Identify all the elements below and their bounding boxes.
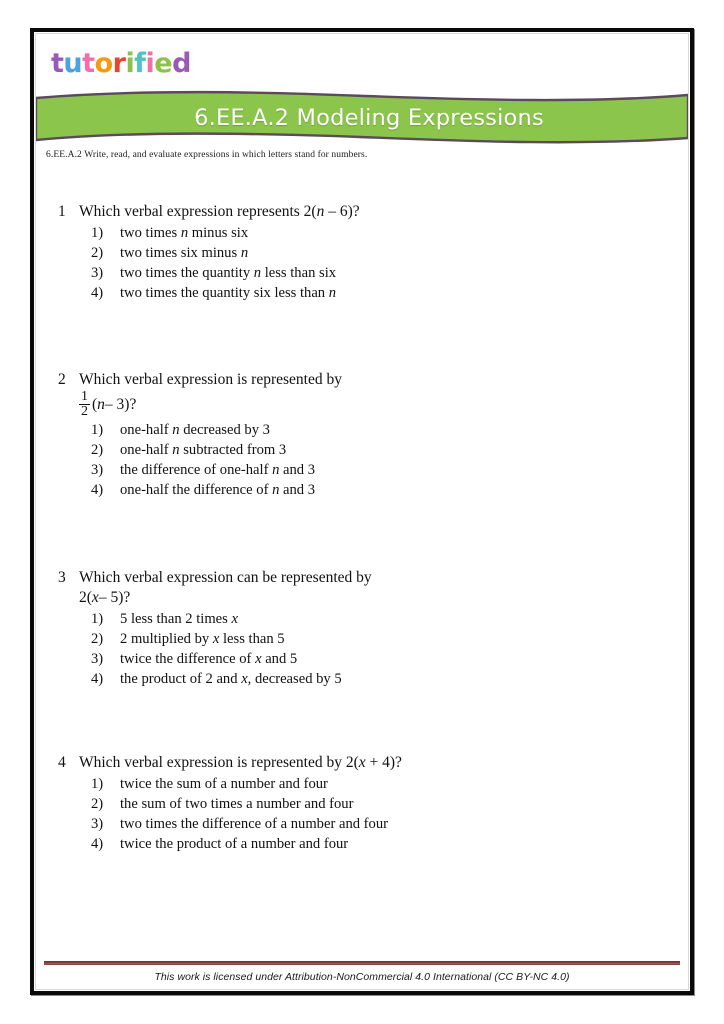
question-2-option-2[interactable]	[91, 441, 688, 461]
option-text-pre: the sum of two times a number and four	[120, 795, 354, 812]
option-text	[120, 224, 688, 244]
question-3-prompt	[58, 568, 688, 588]
option-marker: 3)	[91, 264, 104, 281]
question-3-expression-post: – 5)?	[98, 588, 131, 606]
question-4-number: 4	[58, 754, 66, 771]
logo-letter-7: i	[145, 47, 155, 79]
question-2-prompt	[58, 370, 688, 390]
question-2-number: 2	[58, 371, 66, 388]
question-1-option-2[interactable]	[91, 244, 688, 264]
standard-description: 6.EE.A.2 Write, read, and evaluate expressions in which letters stand for numbers.	[46, 150, 368, 160]
option-text-post: subtracted from 3	[179, 442, 287, 459]
option-text	[120, 264, 688, 284]
logo-letter-0: t	[51, 47, 64, 79]
question-3-option-3[interactable]	[91, 650, 688, 670]
option-text-variable: n	[328, 284, 337, 301]
option-marker: 4)	[91, 284, 104, 301]
option-text-pre: the difference of one-half	[120, 462, 273, 479]
option-text-pre: one-half	[120, 422, 173, 439]
option-text-variable: n	[272, 462, 280, 479]
question-2-expression	[79, 390, 688, 420]
question-4-text-post: + 4)?	[365, 754, 402, 771]
question-2-expression-variable: n	[97, 395, 105, 413]
worksheet-page	[30, 28, 694, 995]
question-4-text	[79, 753, 688, 773]
option-text	[120, 421, 688, 441]
question-3-option-2[interactable]	[91, 630, 688, 650]
question-4	[36, 753, 688, 855]
title-banner	[36, 89, 688, 147]
option-text-pre: one-half	[120, 442, 173, 459]
brand-logo[interactable]	[48, 46, 194, 82]
option-text	[120, 835, 688, 855]
option-text-variable: n	[172, 422, 180, 439]
option-text	[120, 650, 688, 670]
question-3-text	[79, 568, 688, 588]
logo-letter-6: f	[134, 47, 146, 79]
option-text-pre: two times the quantity	[120, 264, 254, 281]
option-marker: 1)	[91, 610, 104, 627]
option-text-pre: the product of 2 and	[120, 670, 242, 687]
banner-title: 6.EE.A.2 Modeling Expressions	[194, 105, 544, 131]
logo-letter-1: u	[63, 47, 83, 79]
question-4-options	[91, 775, 688, 855]
footer	[44, 961, 680, 983]
option-text	[120, 461, 688, 481]
question-2-options	[91, 421, 688, 501]
option-marker: 2)	[91, 244, 104, 261]
option-text	[120, 630, 688, 650]
option-text-pre: 5 less than 2 times	[120, 610, 232, 627]
fraction-denominator: 2	[81, 404, 88, 420]
option-text-variable: n	[240, 244, 249, 261]
logo-letter-5: i	[125, 47, 135, 79]
question-1-option-3[interactable]	[91, 264, 688, 284]
tutorified-logo-text	[48, 49, 194, 80]
option-marker: 1)	[91, 422, 104, 439]
question-3-option-4[interactable]	[91, 670, 688, 690]
question-3-expression	[79, 588, 688, 608]
logo-letter-4: r	[112, 47, 126, 79]
question-4-text-variable: x	[358, 754, 366, 771]
option-text-variable: n	[180, 224, 189, 241]
question-2-option-4[interactable]	[91, 481, 688, 501]
logo-letter-2: t	[82, 47, 95, 79]
option-marker: 4)	[91, 482, 104, 499]
option-text-post: minus six	[188, 224, 249, 241]
question-3-expression-variable: x	[91, 588, 99, 606]
question-1-option-4[interactable]	[91, 284, 688, 304]
option-text	[120, 775, 688, 795]
option-text-pre: two times the difference of a number and four	[120, 815, 388, 832]
question-1-number: 1	[58, 203, 66, 220]
fraction-one-half	[79, 390, 90, 420]
worksheet-page-inner	[35, 33, 689, 990]
option-text-pre: two times the quantity six less than	[120, 284, 329, 301]
logo-letter-3: o	[94, 47, 113, 79]
question-1-option-1[interactable]	[91, 224, 688, 244]
option-marker: 3)	[91, 650, 104, 667]
question-4-text-pre: Which verbal expression is represented by 2(	[79, 754, 359, 771]
option-text-variable: n	[272, 482, 280, 499]
question-1-text-post: – 6)?	[324, 203, 360, 220]
option-marker: 2)	[91, 630, 104, 647]
fraction-numerator: 1	[81, 388, 88, 404]
question-3	[36, 568, 688, 690]
option-marker: 4)	[91, 670, 104, 687]
question-2-text-pre: Which verbal expression is represented by	[79, 371, 342, 388]
option-text-pre: twice the sum of a number and four	[120, 775, 328, 792]
question-4-prompt	[58, 753, 688, 773]
question-2-text	[79, 370, 688, 390]
option-text-variable: x	[241, 670, 248, 687]
question-3-options	[91, 610, 688, 690]
question-2-expression-pre: (	[92, 395, 98, 413]
option-text-variable: n	[253, 264, 262, 281]
option-text-post: less than 5	[219, 630, 285, 647]
question-1	[36, 202, 688, 304]
license-text: This work is licensed under Attribution-NonCommercial 4.0 International (CC BY-NC 4.0)	[154, 971, 570, 983]
option-text-variable: x	[231, 610, 238, 627]
option-text-pre: twice the product of a number and four	[120, 835, 349, 852]
question-2-expression-post: – 3)?	[104, 395, 137, 413]
option-marker: 1)	[91, 224, 104, 241]
option-text-post: less than six	[261, 264, 337, 281]
option-text	[120, 815, 688, 835]
option-marker: 3)	[91, 462, 104, 479]
option-text-post: and 5	[261, 650, 298, 667]
option-text	[120, 795, 688, 815]
question-3-option-1[interactable]	[91, 610, 688, 630]
logo-letter-8: e	[154, 47, 173, 79]
option-text-variable: n	[172, 442, 180, 459]
question-3-number: 3	[58, 569, 66, 586]
question-4-option-4[interactable]	[91, 835, 688, 855]
option-marker: 1)	[91, 775, 104, 792]
question-3-text-pre: Which verbal expression can be represented by	[79, 569, 372, 586]
option-marker: 4)	[91, 835, 104, 852]
question-2-option-1[interactable]	[91, 421, 688, 441]
option-text-pre: one-half the difference of	[120, 482, 273, 499]
option-text-variable: x	[212, 630, 220, 647]
question-3-expression-pre: 2(	[79, 588, 92, 606]
option-text-pre: two times six minus	[120, 244, 241, 261]
question-4-option-2[interactable]	[91, 795, 688, 815]
option-text	[120, 610, 688, 630]
option-marker: 3)	[91, 815, 104, 832]
option-text-post: and 3	[279, 482, 316, 499]
question-1-prompt	[58, 202, 688, 222]
option-text	[120, 244, 688, 264]
question-2-option-3[interactable]	[91, 461, 688, 481]
option-text-variable: x	[255, 650, 262, 667]
question-2	[36, 370, 688, 501]
option-text	[120, 670, 688, 690]
question-4-option-3[interactable]	[91, 815, 688, 835]
question-1-text-variable: n	[316, 203, 325, 220]
question-4-option-1[interactable]	[91, 775, 688, 795]
option-text-pre: twice the difference of	[120, 650, 256, 667]
option-text-post: and 3	[279, 462, 316, 479]
question-1-text	[79, 202, 688, 222]
option-text-post: decreased by 3	[179, 422, 270, 439]
logo-letter-9: d	[172, 47, 191, 79]
option-marker: 2)	[91, 442, 104, 459]
option-text-pre: two times	[120, 224, 181, 241]
option-text	[120, 284, 688, 304]
option-text-pre: 2 multiplied by	[120, 630, 213, 647]
option-text	[120, 441, 688, 461]
option-text-post: , decreased by 5	[247, 670, 342, 687]
option-marker: 2)	[91, 795, 104, 812]
question-1-options	[91, 224, 688, 304]
question-1-text-pre: Which verbal expression represents 2(	[79, 203, 317, 220]
footer-divider	[44, 961, 680, 965]
option-text	[120, 481, 688, 501]
